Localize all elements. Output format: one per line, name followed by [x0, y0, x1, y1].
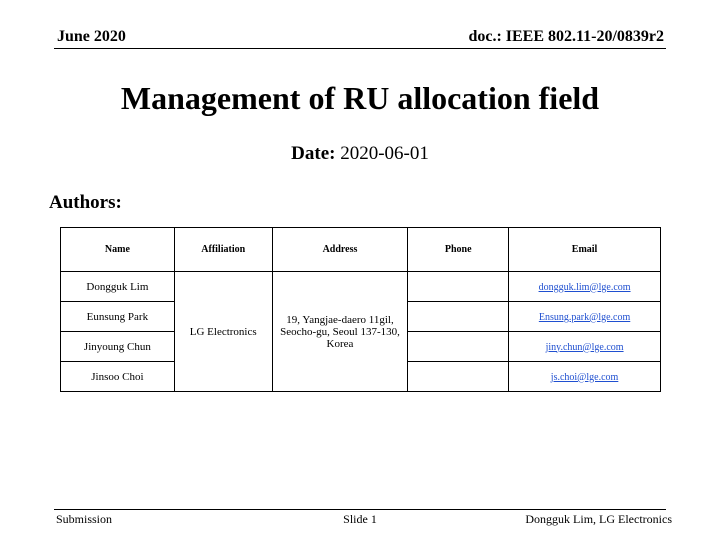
authors-table — [60, 227, 661, 392]
column-header-email: Email — [509, 228, 661, 272]
author-email-link[interactable]: Ensung.park@lge.com — [538, 311, 631, 323]
author-phone — [408, 272, 509, 302]
author-name: Dongguk Lim — [61, 272, 175, 302]
author-phone — [408, 332, 509, 362]
footer-author: Dongguk Lim, LG Electronics — [525, 512, 672, 526]
author-name: Jinyoung Chun — [61, 332, 175, 362]
header-date: June 2020 — [57, 28, 126, 45]
author-affiliation: LG Electronics — [174, 272, 272, 392]
author-email-link[interactable]: dongguk.lim@lge.com — [538, 281, 631, 293]
header-rule — [54, 48, 666, 49]
author-email-link[interactable]: jiny.chun@lge.com — [545, 341, 624, 353]
footer-rule — [54, 509, 666, 510]
author-email-link[interactable]: js.choi@lge.com — [550, 371, 619, 383]
column-header-affiliation: Affiliation — [174, 228, 272, 272]
footer-submission: Submission — [56, 512, 113, 526]
date-label: Date: — [291, 143, 336, 164]
authors-heading: Authors: — [49, 192, 122, 213]
header-doc-id: doc.: IEEE 802.11-20/0839r2 — [468, 28, 664, 45]
author-name: Jinsoo Choi — [61, 362, 175, 392]
table-header-row — [61, 228, 661, 272]
date-line — [0, 143, 720, 165]
author-email-cell — [509, 302, 661, 332]
column-header-phone: Phone — [408, 228, 509, 272]
date-value: 2020-06-01 — [340, 143, 429, 164]
author-email-cell — [509, 332, 661, 362]
column-header-address: Address — [272, 228, 408, 272]
author-phone — [408, 302, 509, 332]
author-address: 19, Yangjae-daero 11gil, Seocho-gu, Seoul 137-130, Korea — [272, 272, 408, 392]
author-email-cell — [509, 272, 661, 302]
author-email-cell — [509, 362, 661, 392]
author-name: Eunsung Park — [61, 302, 175, 332]
footer-slide-number: Slide 1 — [343, 512, 377, 526]
slide-title: Management of RU allocation field — [120, 80, 600, 116]
author-phone — [408, 362, 509, 392]
column-header-name: Name — [61, 228, 175, 272]
table-row — [61, 272, 661, 302]
